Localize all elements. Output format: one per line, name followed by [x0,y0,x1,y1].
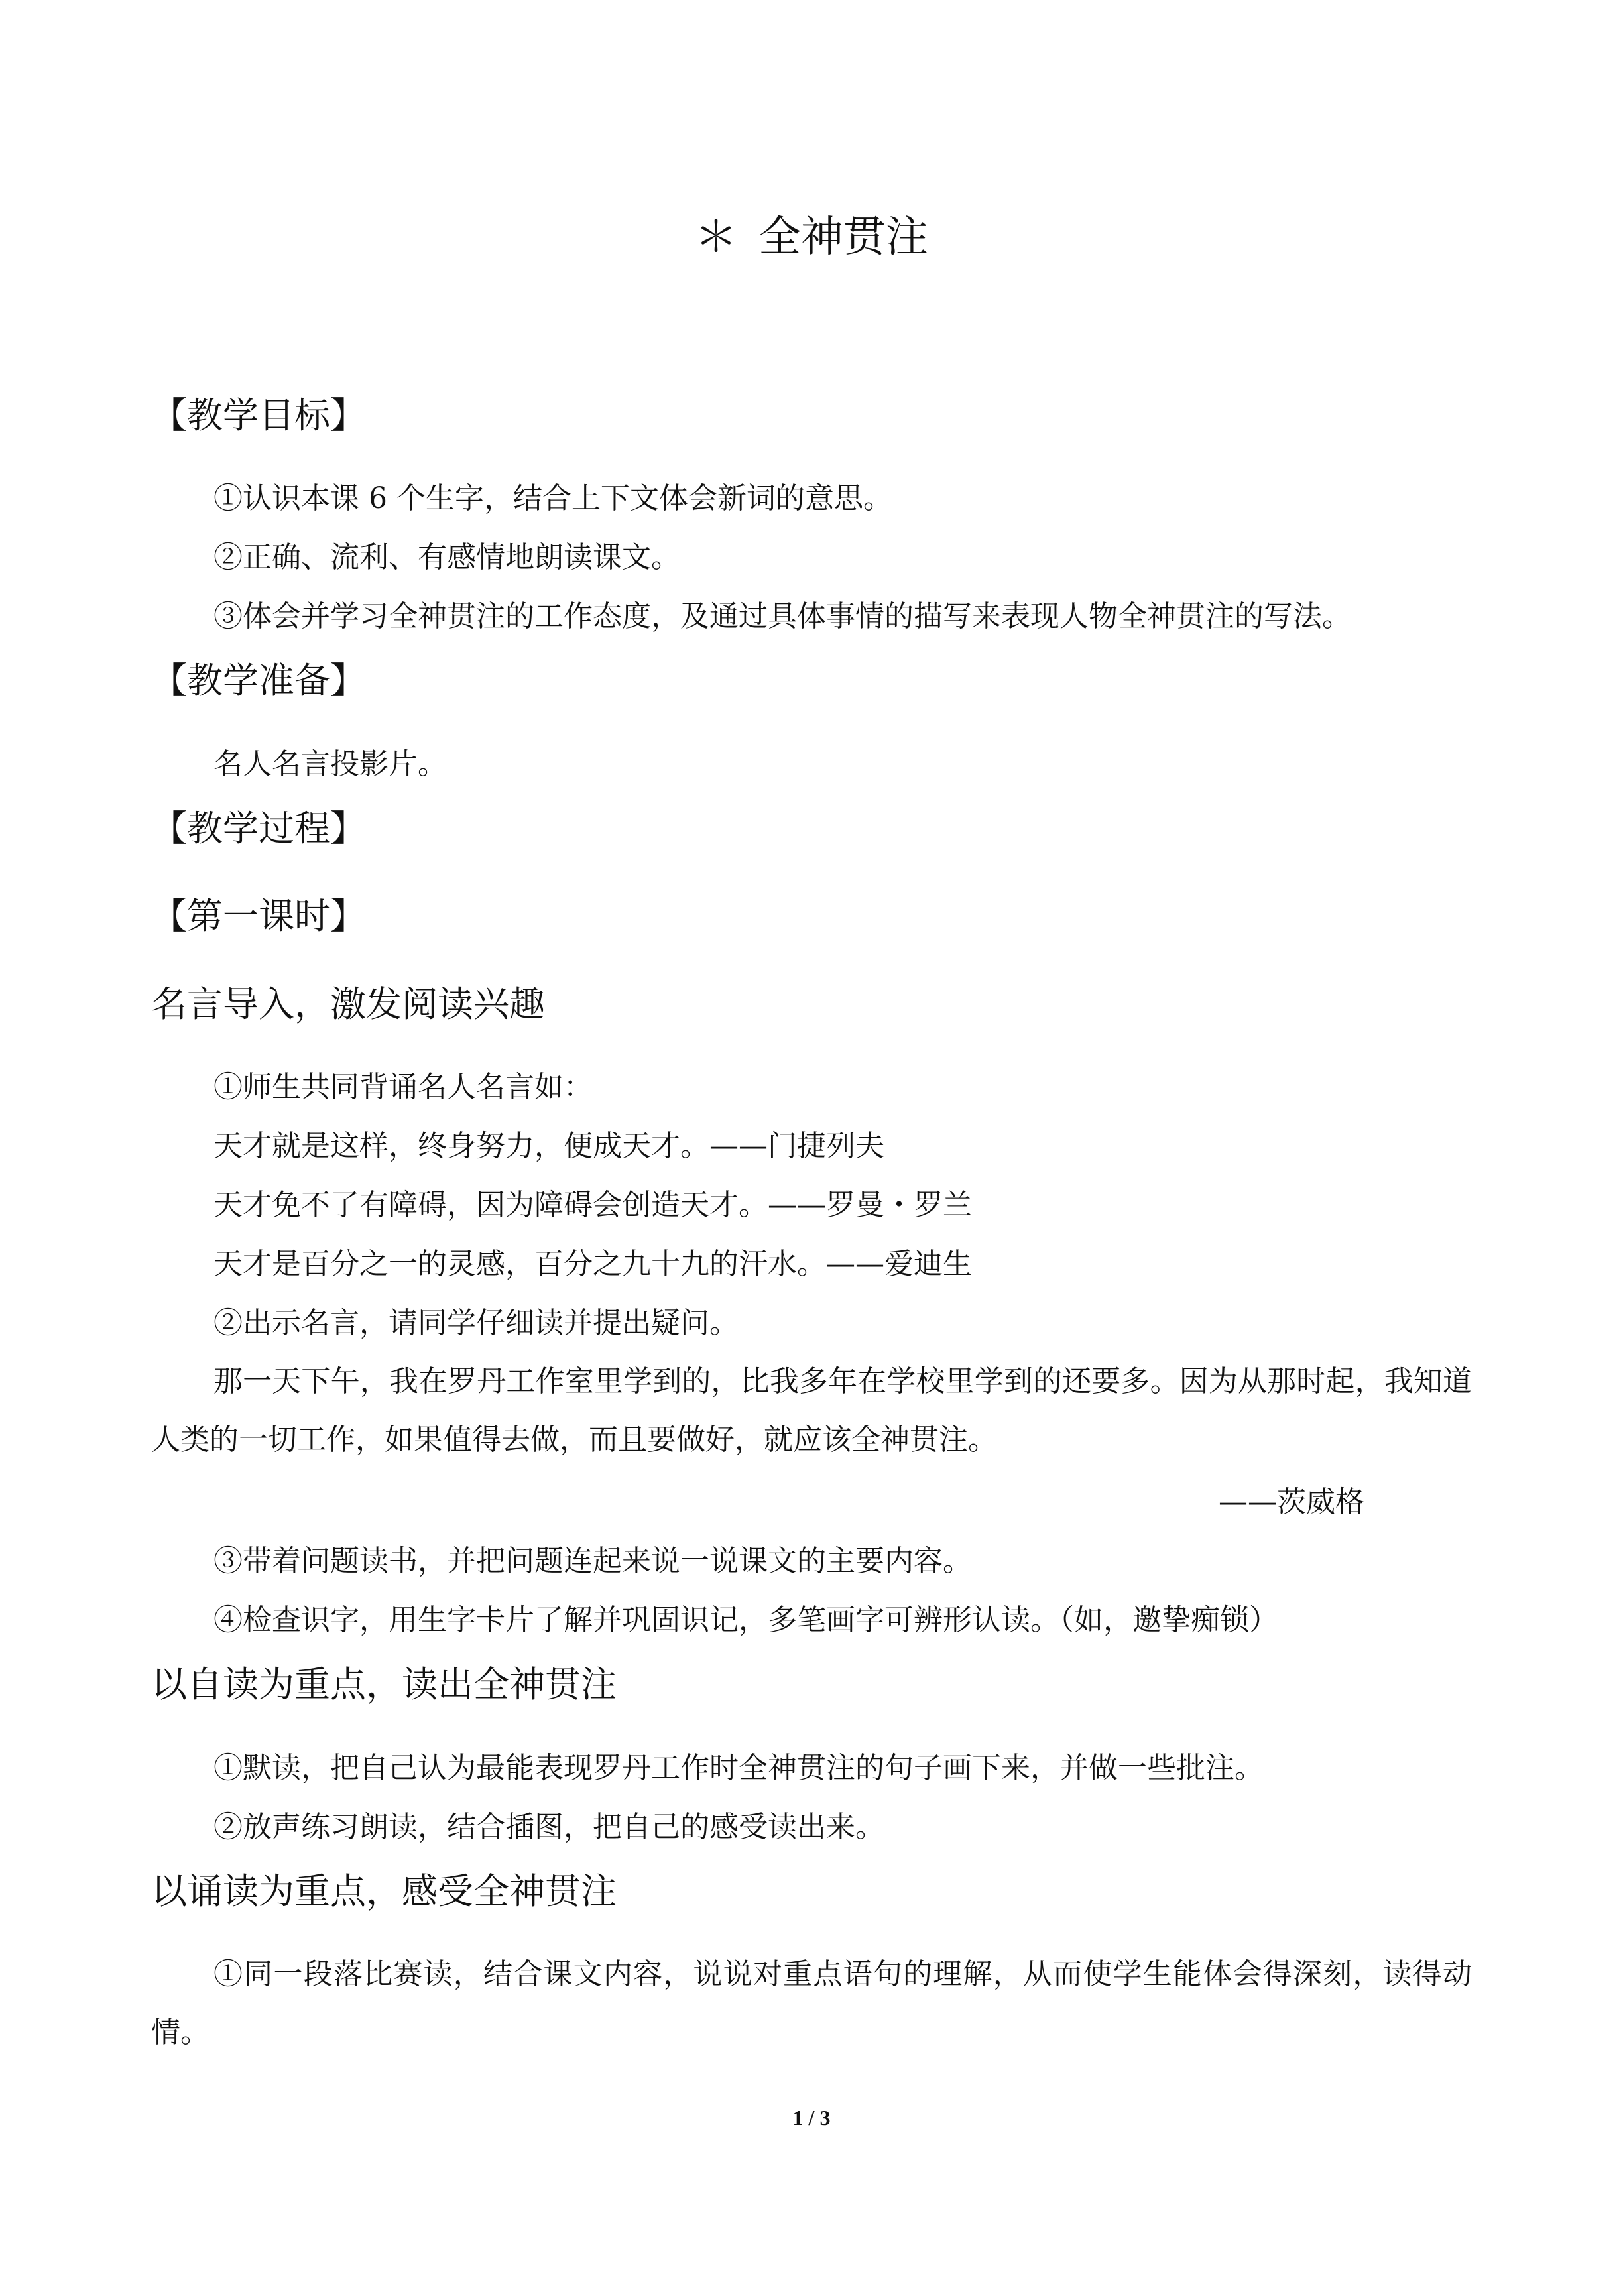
heading-objectives: 【教学目标】 [151,394,366,436]
quote-line: 天才免不了有障碍，因为障碍会创造天才。——罗曼・罗兰 [213,1188,972,1222]
list-item: ①师生共同背诵名人名言如： [213,1070,593,1104]
list-item: ①默读，把自己认为最能表现罗丹工作时全神贯注的句子画下来，并做一些批注。 [213,1751,1264,1785]
section-title: 名言导入，激发阅读兴趣 [151,983,545,1025]
page-title [0,211,1623,264]
quote-paragraph: 那一天下午，我在罗丹工作室里学到的，比我多年在学校里学到的还要多。因为从那时起，我知道人类的一切工作，如果值得去做，而且要做好，就应该全神贯注。 [151,1364,1472,1457]
list-item: ②放声练习朗读，结合插图，把自己的感受读出来。 [213,1810,884,1844]
heading-process: 【教学过程】 [151,808,366,849]
quote-author: ——茨威格 [1219,1485,1364,1519]
list-item: ④检查识字，用生字卡片了解并巩固识记，多笔画字可辨形认读。（如，邀挚痴锁） [213,1603,1278,1637]
paragraph: ①同一段落比赛读，结合课文内容，说说对重点语句的理解，从而使学生能体会得深刻，读得动情。 [151,1957,1472,2049]
section-title: 以自读为重点，读出全神贯注 [151,1663,617,1705]
objective-item: ②正确、流利、有感情地朗读课文。 [213,540,680,574]
heading-first-period: 【第一课时】 [151,895,366,937]
quote-line: 天才就是这样，终身努力，便成天才。——门捷列夫 [213,1129,884,1163]
heading-preparation: 【教学准备】 [151,660,366,701]
title-mark: ＊ [695,213,737,262]
list-item: ②出示名言，请同学仔细读并提出疑问。 [213,1306,739,1340]
list-item: ③带着问题读书，并把问题连起来说一说课文的主要内容。 [213,1544,972,1578]
preparation-text: 名人名言投影片。 [213,747,447,781]
objective-item: ③体会并学习全神贯注的工作态度，及通过具体事情的描写来表现人物全神贯注的写法。 [213,599,1351,633]
page-number: 1 / 3 [792,2106,831,2130]
quote-line: 天才是百分之一的灵感，百分之九十九的汗水。——爱迪生 [213,1247,972,1281]
title-text: 全神贯注 [758,213,928,262]
section-title: 以诵读为重点，感受全神贯注 [151,1870,617,1912]
objective-item: ①认识本课 6 个生字，结合上下文体会新词的意思。 [213,481,892,515]
